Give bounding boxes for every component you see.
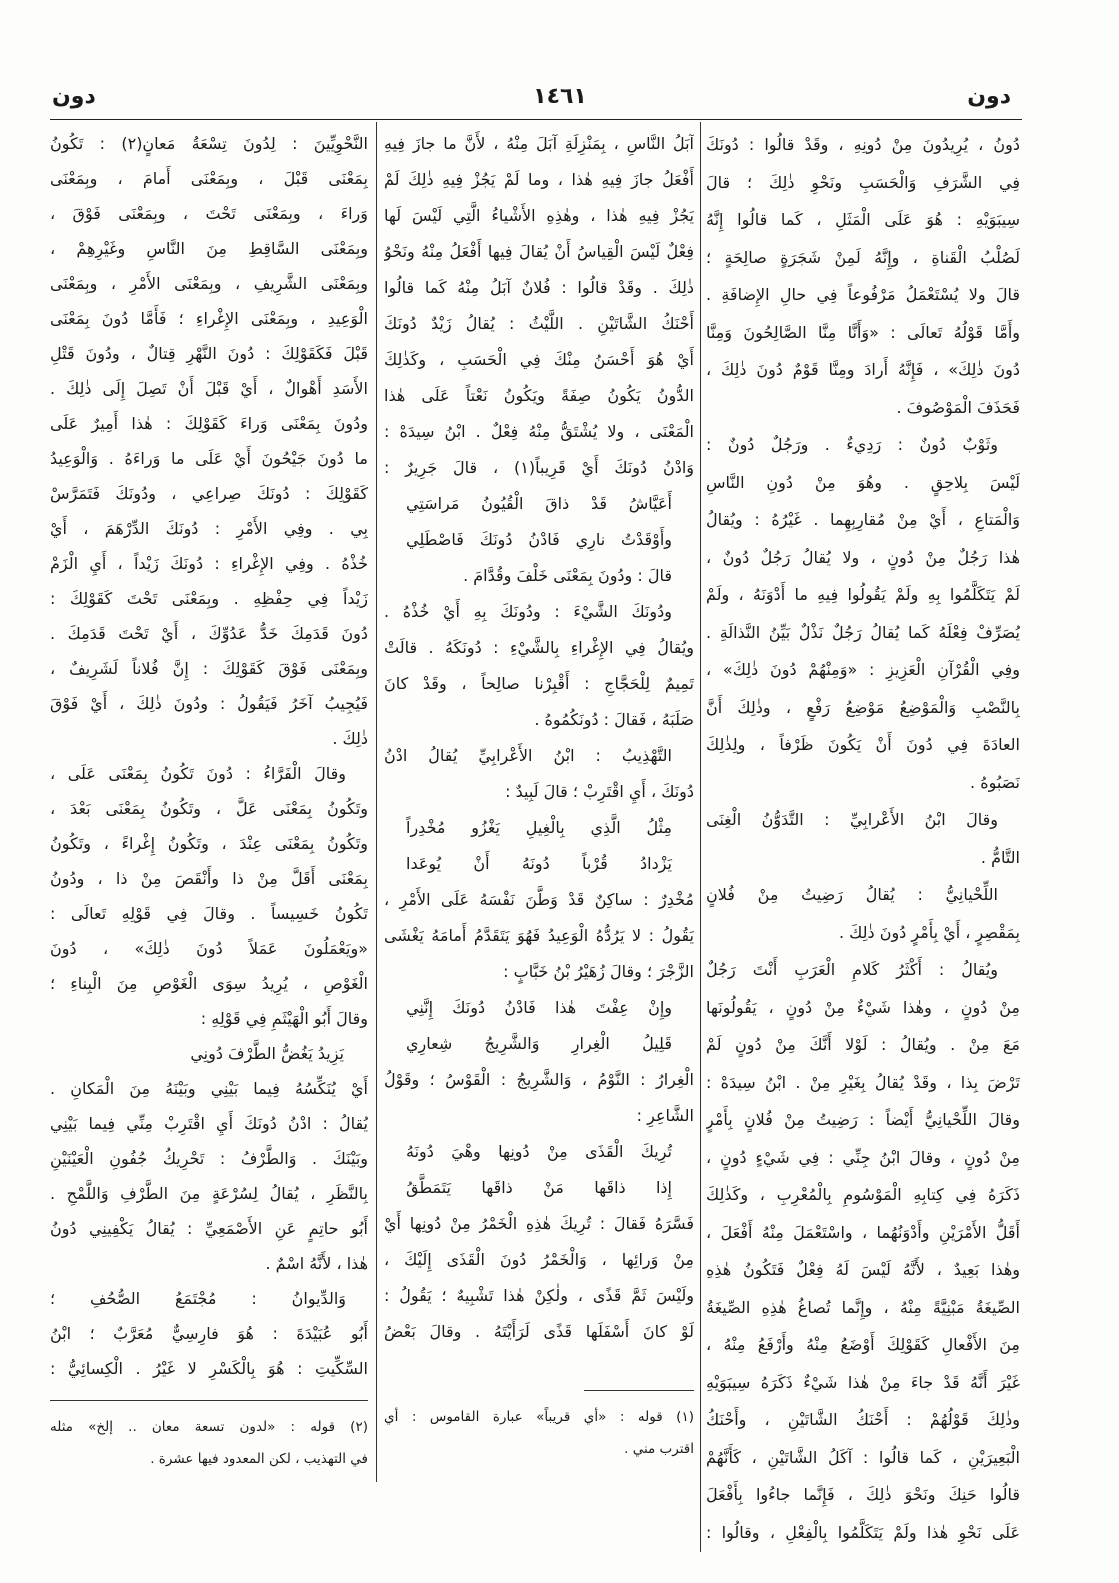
text-line: دُونَ ذٰلِكَ» ، فَإِنَّهُ أَرادَ ومِنَّا قَوْمٌ دُونَ ذٰلِكَ ، [706, 360, 1020, 379]
text-line: ذَكَرَهُ فِي كِتابِهِ الْمَوْسُومِ بِالْمُعْرِبِ ، وكَذٰلِكَ [706, 1185, 1020, 1204]
verse-line: وأَوْقَدْتُ نارِي فَادْنُ دُونَكَ فَاصْطَلِي [406, 530, 672, 549]
column-right [706, 126, 1020, 1551]
column-left [50, 126, 368, 1386]
text-line: كَقَوْلِكَ : دُونَكَ صِراعِي ، ودُونَكَ فَتَمَرَّسْ [50, 484, 368, 503]
text-line: «ويَعْمَلُونَ عَمَلاً دُونَ ذٰلِكَ» ، دُونَ [50, 939, 368, 958]
text-line: الْمَعْنَى ، ولا يُشْتَقُّ مِنْهُ فِعْلٌ . ابْنُ سِيدَهْ : [384, 422, 694, 441]
text-line: مَعَ مِنْ . ويُقالُ : لَوْلا أَنَّكَ مِنْ دُونٍ لَمْ [706, 1035, 1020, 1054]
text-line: الصِّيغَةُ مَبْنِيَّةً مِنْهُ ، وإِنَّما تُصاغُ هٰذِهِ الصِّيغَةُ [706, 1297, 1020, 1317]
text-line: بِمَعْنَى قَبْلَ ، وبِمَعْنَى أَمامَ ، وبِمَعْنَى [50, 169, 368, 188]
text-line: ودُونَ بِمَعْنَى وَراءَ كَقَوْلِكَ : هٰذا أَمِيرٌ عَلَى [50, 414, 368, 433]
footnote-line: في التهذيب ، لكن المعدود فيها عشرة . [150, 1451, 368, 1467]
text-line: لَيْسَ بِلاحِقٍ . وهُوَ مِنْ دُونِ النَّاسِ [706, 472, 1020, 492]
text-line: هٰذا رَجُلٌ مِنْ دُونٍ ، ولا يُقالُ رَجُلٌ دُونٌ ، [706, 547, 1020, 567]
text-line: مُخْدِرٌ : ساكِنٌ قَدْ وَطَّنَ نَفْسَهُ عَلَى الأَمْرِ ، [384, 890, 694, 909]
text-line: يَجُزْ فِيهِ هٰذا ، وهٰذِهِ الأَشْياءُ الَّتِي لَيْسَ لَها [384, 206, 694, 225]
text-line: قالُوا حَنِكَ ونَحْوَ ذٰلِكَ ، فَإِنَّما جاءُوا بِأَفْعَلَ [706, 1485, 1020, 1504]
text-line: وقالَ أَبُو الْهَيْثَمِ فِي قَوْلِهِ : [200, 1009, 368, 1028]
text-line: وبَيْنَكَ . وَالطَّرْفُ : تَحْرِيكُ جُفُونِ الْعَيْنَيْنِ [50, 1149, 368, 1168]
text-line: بِي . وفِي الأَمْرِ : دُونَكَ الدِّرْهَمَ ، أَيْ [50, 519, 368, 538]
text-line: وفِي الْقُرْآنِ الْعَزِيزِ : «وَمِنْهُمْ دُونَ ذٰلِكَ» ، [706, 660, 1020, 679]
text-line: وأَمَّا قَوْلُهُ تَعالَى : «وَأَنَّا مِنَّا الصَّالِحُونَ وَمِنَّا [706, 322, 1020, 342]
text-line: أَيْ يُنَكِّسُهُ فِيما بَيْنِي وبَيْنَهُ مِنَ الْمَكانِ . [50, 1079, 368, 1098]
text-line: التَّامُّ . [980, 847, 1020, 867]
text-line: الْبَعِيرَيْنِ ، كَما قالُوا : آكَلُ الشَّاتَيْنِ ، كَأَنَّهُمْ [706, 1447, 1020, 1467]
header-rule [50, 119, 1022, 120]
text-line: الشَّاعِرِ : [636, 1106, 694, 1125]
text-line: بِمَقْصِرٍ ، أَيْ بِأَمْرٍ دُونَ ذٰلِكَ . [838, 922, 1020, 942]
text-line: صَلَبَهُ ، فَقالَ : دُونَكُمُوهُ . [534, 710, 694, 729]
column-divider [376, 122, 377, 1482]
text-line: أَحْنَكُ الشَّاتَيْنِ . اللَّيْثُ : يُقالُ زَيْدٌ دُونَكَ [384, 314, 694, 333]
text-line: وثَوْبٌ دُونٌ : رَدِيءٌ . ورَجُلٌ دُونٌ : [706, 435, 998, 454]
verse-line: مِثْلُ الَّذِي بِالْغِيلِ يَغْزُو مُخْدِراً [406, 818, 672, 837]
page-number: ١٤٦١ [533, 84, 587, 109]
text-line: نَصَبُوهُ . [970, 772, 1020, 792]
text-line: بِالنَّظَرِ ، يُقالُ لِسُرْعَةٍ مِنَ الطَّرْفِ وَاللَّمْحِ . [50, 1184, 368, 1203]
text-line: سِيبَوَيْهِ : هُوَ عَلَى الْمَثَلِ ، كَما قالُوا إِنَّهُ [706, 210, 1020, 229]
text-line: يُقالُ : ادْنُ دُونَكَ أَيِ اقْتَرِبْ مِنِّي فِيما بَيْنِي [50, 1114, 368, 1133]
running-head-left: دون [52, 84, 96, 109]
text-line: ولَيْسَ ثَمَّ قَذًى ، ولٰكِنْ هٰذا تَشْبِيهٌ ؛ يَقُولُ : [384, 1286, 694, 1305]
text-line: وتَكُونُ بِمَعْنَى عَلَّ ، وتَكُونُ بِمَعْنَى بَعْدَ ، [50, 799, 368, 818]
running-head-right: دون [967, 84, 1011, 109]
text-line: بِالنَّصْبِ وَالْمَوْضِعُ مَوْضِعُ رَفْعٍ ، وذٰلِكَ أَنَّ [706, 697, 1020, 717]
text-line: النَّحْوِيِّينَ : لِدُونَ تِسْعَةُ مَعانٍ(٢) : تَكُونُ [50, 134, 368, 153]
text-line: وَراءَ ، وبِمَعْنَى تَحْتَ ، وبِمَعْنَى فَوْقَ ، [50, 204, 368, 223]
text-line: غَيْرَ أَنَّهُ قَدْ جاءَ مِنْ هٰذا شَيْءٌ ذَكَرَهُ سِيبَوَيْهِ [706, 1372, 1020, 1392]
column-divider [700, 122, 701, 1552]
text-line: ما دُونَ جَيْحُونَ أَيْ عَلَى ما وَراءَهُ . وَالْوَعِيدُ [50, 449, 368, 468]
text-line: دُونَكَ ، أَيِ اقْتَرِبْ ؛ قالَ لَبِيدٌ : [505, 782, 694, 801]
text-line: أَبُو حاتِمٍ عَنِ الأَصْمَعِيِّ : يُقالُ يَكْفِينِي دُونُ [50, 1219, 368, 1238]
text-line: وَالدِّيوانُ : مُجْتَمَعُ الصُّحُفِ ؛ [50, 1289, 346, 1308]
text-line: فَحَذَفَ الْمَوْصُوفَ . [896, 397, 1020, 417]
text-line: التَّهْذِيبُ : ابْنُ الأَعْرابِيِّ يُقالُ ادْنُ [384, 746, 672, 765]
footnote-rule [584, 1390, 694, 1391]
text-line: فَسَّرَهُ فَقالَ : تُرِيكَ هٰذِهِ الْخَمْرُ مِنْ دُونِها أَيْ [384, 1214, 694, 1233]
text-line: وقالَ اللِّحْيانِيُّ أَيْضاً : رَضِيتُ مِنْ فُلانٍ بِأَمْرٍ [706, 1110, 1020, 1129]
text-line: خُذْهُ . وفِي الإِغْراءِ : دُونَكَ زَيْداً ، أَيِ الْزَمْ [50, 554, 368, 573]
text-line: وهٰذا بَعِيدٌ ، لأَنَّهُ لَيْسَ لَهُ فِعْلٌ فَتَكُونُ هٰذِهِ [706, 1260, 1020, 1279]
text-line: وَادْنُ دُونَكَ أَيْ قَرِيباً(١) ، قالَ جَرِيرٌ : [384, 458, 694, 477]
text-line: السِّكِّيتِ : هُوَ بِالْكَسْرِ لا غَيْرُ . الْكِسائِيُّ : [50, 1359, 368, 1378]
text-line: وذٰلِكَ قَوْلُهُمْ : أَحْنَكُ الشَّاتَيْنِ ، وأَحْنَكُ [706, 1410, 1020, 1429]
text-line: فِعْلٌ لَيْسَ الْقِياسُ أَنْ يُقالَ فِيها أَفْعَلُ مِنْهُ ونَحْوُ [384, 242, 694, 261]
text-line: قالَ ولا يُسْتَعْمَلُ مَرْفُوعاً فِي حالِ الإِضافَةِ . [706, 285, 1020, 304]
text-line: هٰذا ، لأَنَّهُ اسْمٌ . [265, 1254, 368, 1273]
text-line: وقالَ ابْنُ الأَعْرابِيِّ : التَّدَوُّنُ الْغِنَى [706, 810, 998, 829]
text-line: ذٰلِكَ . [332, 729, 368, 748]
text-line: دُونَ قَدَمِكَ خَدُّ عَدُوِّكَ ، أَيْ تَحْتَ قَدَمِكَ . [50, 624, 368, 643]
text-line: لَمْ يَتَكَلَّمُوا بِهِ ولَمْ يَقُولُوا فِيهِ ما أَدْوَنَهُ ، ولَمْ [706, 585, 1020, 604]
text-line: زَيْداً فِي حِفْظِهِ . وبِمَعْنَى تَحْتَ كَقَوْلِكَ : [50, 589, 368, 608]
text-line: وَالْمَتاعِ ، أَيْ مِنْ مُقارِبِهِما . غَيْرُهُ : ويُقالُ [706, 510, 1020, 529]
text-line: قَبْلَ فَكَقَوْلِكَ : دُونَ النَّهْرِ قِتالٌ ، ودُونَ قَتْلِ [50, 344, 368, 363]
text-line: أَبُو عُبَيْدَةَ : هُوَ فارِسِيٌّ مُعَرَّبٌ ؛ ابْنُ [50, 1324, 368, 1343]
verse-line: قَلِيلُ الْغِرارِ وَالشَّرِيجُ شِعارِي [406, 1034, 672, 1053]
text-line: تَرْضَ بِذا ، وقَدْ يُقالُ بِغَيْرِ مِنْ . ابْنُ سِيدَهْ : [706, 1072, 1020, 1092]
footnote-middle [384, 1390, 694, 1465]
text-line: قالَ : ودُونَ بِمَعْنَى خَلْفَ وقُدَّامَ . [463, 566, 672, 585]
footnote-line: اقترب مني . [624, 1441, 694, 1457]
text-line: ودُونَكَ الشَّيْءَ : ودُونَكَ بِهِ أَيْ خُذْهُ . [384, 602, 672, 621]
text-line: مِنْ دُونٍ ، وقالَ ابْنُ جِنِّي : فِي شَيْءٍ دُونٍ ، [706, 1147, 1020, 1167]
verse-line: يَزْدادُ قُرْباً دُونَهُ أَنْ يُوعَدا [406, 854, 672, 873]
text-line: لَصُلْبُ الْقَناةِ ، وإِنَّهُ لَمِنْ شَجَرَةٍ صالِحَةٍ ؛ [706, 247, 1020, 267]
text-line: العادَةَ فِي دُونَ أَنْ يَكُونَ ظَرْفاً ، ولِذٰلِكَ [706, 735, 1020, 754]
text-line: يَقُولُ : لا يَرُدُّهُ الْوَعِيدُ فَهُوَ يَتَقَدَّمُ أَمامَهُ يَغْشَى [384, 926, 694, 945]
text-line: وقالَ الْفَرَّاءُ : دُونَ تَكُونُ بِمَعْنَى عَلَى ، [50, 764, 346, 783]
verse-line: أَعَيَّاشُ قَدْ ذاقَ الْقُيُونُ مَراسَتِي [406, 494, 672, 513]
text-line: أَقَلُّ الأَمْرَيْنِ وأَدْوَنُهُما ، واسْتَعْمَلَ مِنْهُ أَفْعَلَ ، [706, 1222, 1020, 1242]
text-line: أَيْ هُوَ أَحْسَنُ مِنْكَ فِي الْحَسَبِ ، وكَذٰلِكَ [384, 350, 694, 369]
footnote-rule [50, 1400, 368, 1401]
text-line: آبَلُ النَّاسِ ، بِمَنْزِلَةِ آبَلَ مِنْهُ ، لأَنَّ ما جازَ فِيهِ [384, 134, 694, 153]
text-line: وبِمَعْنَى فَوْقَ كَقَوْلِكَ : إِنَّ فُلاناً لَشَرِيفٌ ، [50, 659, 368, 678]
text-line: وبِمَعْنَى السَّاقِطِ مِنَ النَّاسِ وغَيْرِهِمْ ، [50, 239, 368, 258]
text-line: فِي الشَّرَفِ وَالْحَسَبِ ونَحْوِ ذٰلِكَ ؛ قالَ [706, 172, 1020, 192]
text-line: وبِمَعْنَى الشَّرِيفِ ، وبِمَعْنَى الأَمْرِ ، وبِمَعْنَى [50, 274, 368, 293]
text-line: الأَسَدِ أَهْوالٌ ، أَيْ قَبْلَ أَنْ تَصِلَ إِلَى ذٰلِكَ . [50, 379, 368, 398]
column-middle [384, 126, 694, 1350]
text-line: ذٰلِكَ . وقَدْ قالُوا : فُلانٌ آبَلُ مِنْهُ كَما قالُوا [384, 278, 694, 297]
text-line: وتَكُونُ بِمَعْنَى عِنْدَ ، وتَكُونُ إِغْراءً ، وتَكُونُ [50, 834, 368, 853]
text-line: الْغَوْصِ ، يُرِيدُ سِوَى الْغَوْصِ مِنَ الْبِناءِ ؛ [50, 974, 368, 993]
text-line: تَمِيمٌ لِلْحَجَّاجِ : أَقْبِرْنا صالِحاً ، وقَدْ كانَ [384, 674, 694, 693]
text-line: اللِّحْيانِيُّ : يُقالُ رَضِيتُ مِنْ فُلانٍ [706, 885, 998, 904]
verse-line: وإِنْ عِفْتَ هٰذا فَادْنُ دُونَكَ إِنَّنِي [406, 998, 672, 1017]
text-line: ويُقالُ : أَكْثَرُ كَلامِ الْعَرَبِ أَنْتَ رَجُلٌ [706, 960, 998, 979]
verse-line: تُرِيكَ الْقَذَى مِنْ دُونِها وهْيَ دُونَهُ [406, 1142, 672, 1161]
text-line: بِمَعْنَى أَقَلَّ مِنْ ذا وأَنْقَصَ مِنْ ذا ، ودُونُ [50, 869, 368, 888]
text-line: الزَّجْرَ ؛ وقالَ زُهَيْرُ بْنُ خَبَّابٍ : [503, 962, 694, 981]
text-line: الْغِرارُ : النَّوْمُ ، وَالشَّرِيجُ : الْقَوْسُ ؛ وقَوْلُ [384, 1070, 694, 1089]
verse-line: إِذا ذاقَها مَنْ ذاقَها يَتَمَطَّقُ [406, 1178, 672, 1197]
footnote-line: (١) قوله : «أي قريباً» عبارة القاموس : أي [384, 1409, 694, 1425]
footnote-line: (٢) قوله : «لدون تسعة معان .. إلخ» مثله [50, 1419, 368, 1435]
text-line: مِنَ الأَفْعالِ كَقَوْلِكَ أَوْضَعُ مِنْهُ وأَرْفَعُ مِنْهُ ، [706, 1335, 1020, 1354]
verse-line: يَزِيدُ يَغُضُّ الطَّرْفَ دُونِي [190, 1044, 344, 1063]
text-line: عَلَى نَحْوِ هٰذا ولَمْ يَتَكَلَّمُوا بِالْفِعْلِ ، وقالُوا : [706, 1522, 1020, 1542]
text-line: يُصَرِّفْ فِعْلَهُ كَما يُقالُ رَجُلٌ نَذْلٌ بَيِّنُ النَّذالَةِ . [706, 622, 1020, 642]
text-line: الْوَعِيدِ ، وبِمَعْنَى الإِغْراءِ ؛ فَأَمَّا دُونَ بِمَعْنَى [50, 309, 368, 328]
text-line: ويُقالُ فِي الإِغْراءِ بِالشَّيْءِ : دُونَكَهُ . قالَتْ [384, 638, 694, 657]
text-line: لَوْ كانَ أَسْفَلَها قَذًى لَرَأَيْتَهُ . وقالَ بَعْضُ [384, 1322, 694, 1341]
text-line: تَكُونُ خَسِيساً . وقالَ فِي قَوْلِهِ تَعالَى : [50, 904, 368, 923]
text-line: مِنْ وَرائِها ، وَالْخَمْرُ دُونَ الْقَذَى إِلَيْكَ ، [384, 1250, 694, 1269]
text-line: أَفْعَلُ جازَ فِيهِ هٰذا ، وما لَمْ يَجُزْ فِيهِ ذٰلِكَ لَمْ [384, 170, 694, 189]
text-line: فَيُجِيبُ آخَرُ فَيَقُولُ : ودُونَ ذٰلِكَ ، أَيْ فَوْقَ [50, 694, 368, 713]
text-line: دُونُ ، يُرِيدُونَ مِنْ دُونِهِ ، وقَدْ قالُوا : دُونَكَ [706, 135, 1020, 154]
text-line: مِنْ دُونٍ ، وهٰذا شَيْءٌ مِنْ دُونٍ ، يَقُولُونَها [706, 997, 1020, 1017]
text-line: الدُّونُ يَكُونُ صِفَةً ويَكُونُ نَعْتاً عَلَى هٰذا [384, 386, 694, 405]
footnote-left [50, 1400, 368, 1475]
